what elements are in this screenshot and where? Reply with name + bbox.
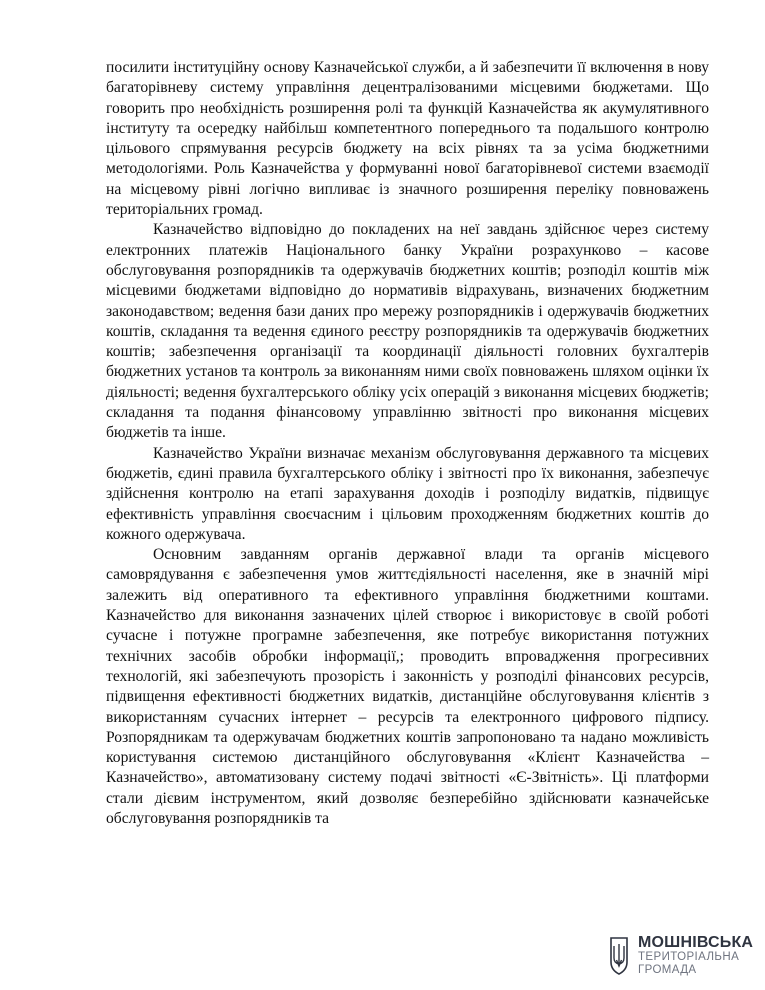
- paragraph-3: Казначейство України визначає механізм обслуговування державного та місцевих бюджетів, єдині правила бухгалтерського обліку і звітності про їх виконання, забезпечує здійснення контролю на етапі зарахування доходів і розподілу видатків, підвищує ефективність управління своєчасним і цільовим проходженням бюджетних коштів до кожного одержувача.: [106, 444, 709, 543]
- document-page: [106, 58, 709, 829]
- trident-icon: [608, 936, 630, 976]
- paragraph-1: посилити інституційну основу Казначейської служби, а й забезпечити її включення в нову багаторівневу систему управління децентралізованими місцевими бюджетами. Що говорить про необхідність розширення ролі та функцій Казначейства як акумулятивного інституту та осередку найбільш компетентного попереднього та подальшого контролю цільового спрямування ресурсів бюджету на всіх рівнях та за усіма бюджетними методологіями. Роль Казначейства у формуванні нової багаторівневої системи взаємодії на місцевому рівні логічно випливає із значного розширення переліку повноважень територіальних громад.: [106, 59, 709, 219]
- logo-subtitle-1: ТЕРИТОРІАЛЬНА: [638, 951, 740, 963]
- paragraph-2: Казначейство відповідно до покладених на неї завдань здійснює через систему електронних платежів Національного банку України розрахунково – касове обслуговування розпорядників та одержувачів бюджетних коштів; розподіл коштів між місцевими бюджетами відповідно до нормативів відрахувань, визначених бюджетним законодавством; ведення бази даних про мережу розпорядників і одержувачів бюджетних коштів, складання та ведення єдиного реєстру розпорядників та одержувачів бюджетних коштів; забезпечення організації та координації діяльності головних бухгалтерів бюджетних установ та контроль за виконанням ними своїх повноважень шляхом оцінки їх діяльності; ведення бухгалтерського обліку усіх операцій з виконання місцевих бюджетів; складання та подання фінансовому управлінню звітності про виконання місцевих бюджетів та інше.: [106, 221, 709, 442]
- logo-title: МОШНІВСЬКА: [638, 934, 754, 951]
- logo-subtitle-2: ГРОМАДА: [638, 964, 697, 976]
- logo-text: [638, 934, 753, 977]
- community-logo: [608, 934, 754, 980]
- paragraph-4: Основним завданням органів державної влади та органів місцевого самоврядування є забезпечення умов життєдіяльності населення, яке в значній мірі залежить від оперативного та ефективного управління бюджетними коштами. Казначейство для виконання зазначених цілей створює і використовує в своїй роботі сучасне і потужне програмне забезпечення, яке потребує використання потужних технічних засобів обробки інформації,; проводить впровадження прогресивних технологій, які забезпечують прозорість і законність у розподілі фінансових ресурсів, підвищення ефективності бюджетних видатків, дистанційне обслуговування клієнтів з використанням сучасних інтернет – ресурсів та електронного цифрового підпису. Розпорядникам та одержувачам бюджетних коштів запропоновано та надано можливість користування системою дистанційного обслуговування «Клієнт Казначейства – Казначейство», автоматизовану систему подачі звітності «Є-Звітність». Ці платформи стали дієвим інструментом, який дозволяє безперебійно здійснювати казначейське обслуговування розпорядників та: [106, 546, 709, 827]
